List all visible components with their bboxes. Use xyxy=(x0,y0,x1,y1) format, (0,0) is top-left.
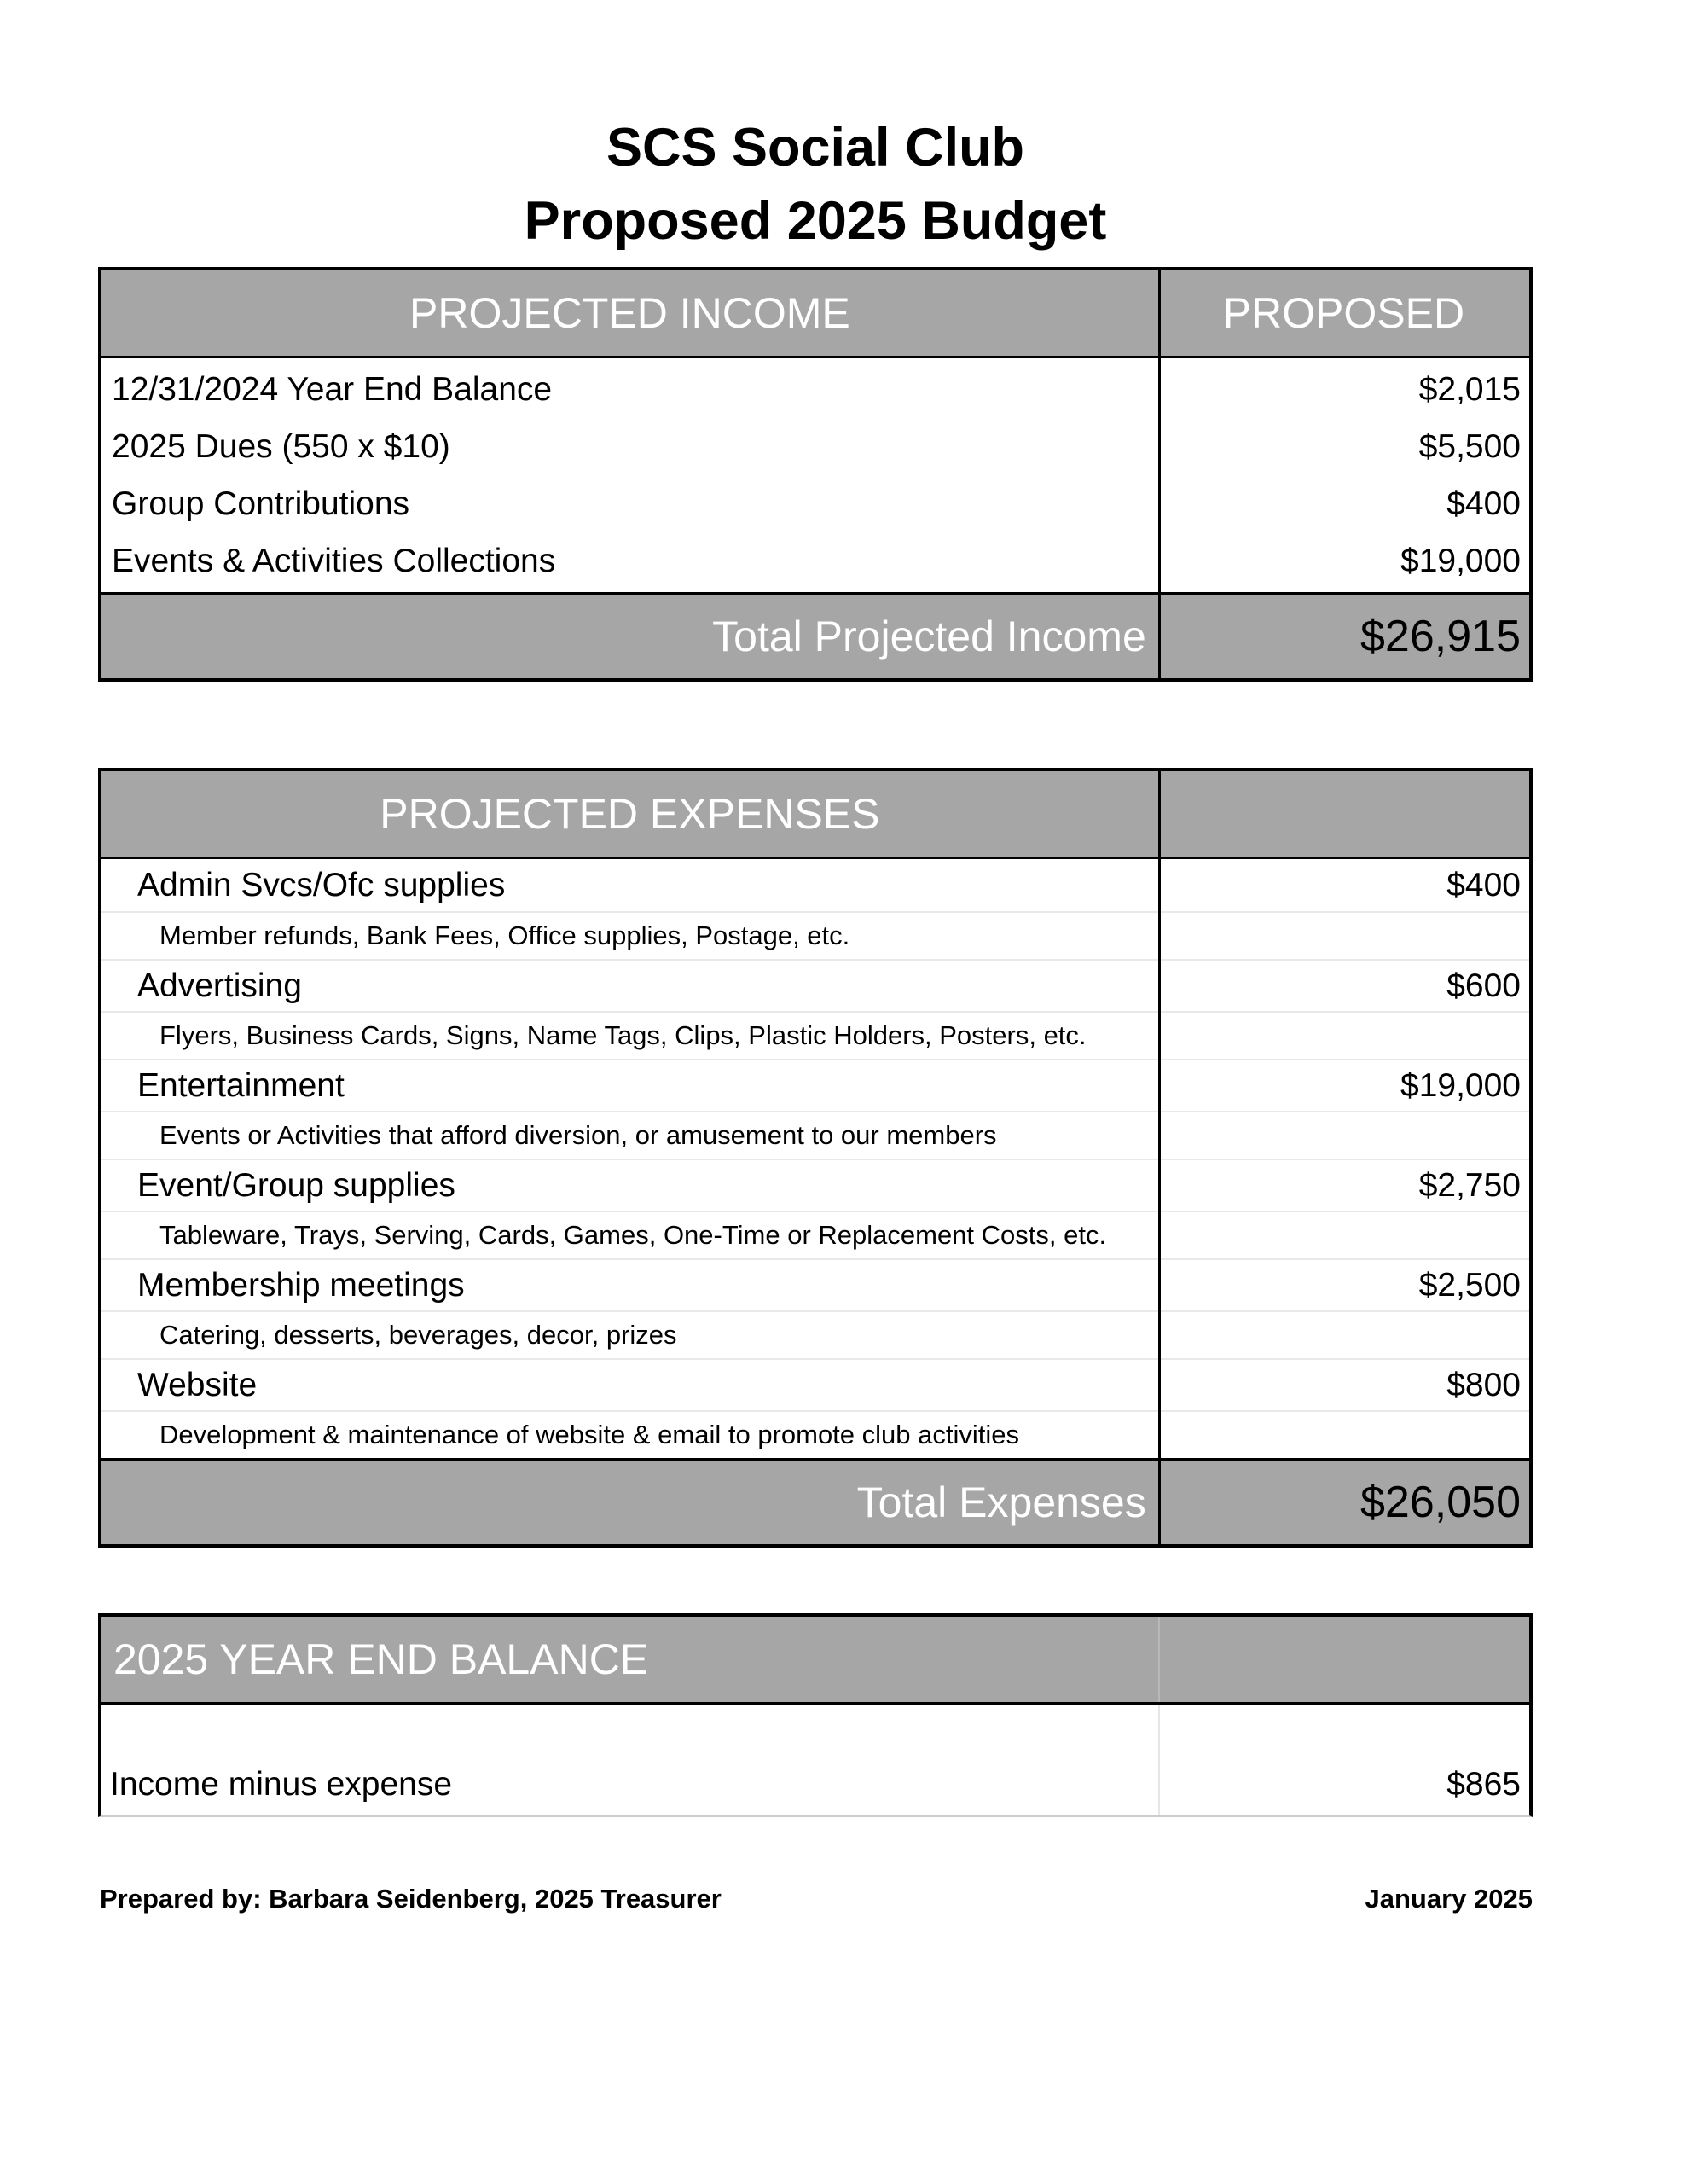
table-row xyxy=(101,1059,1529,1111)
row-amount-empty xyxy=(1158,1013,1529,1059)
row-description: Flyers, Business Cards, Signs, Name Tags, Clips, Plastic Holders, Posters, etc. xyxy=(159,1020,1087,1050)
row-description: Events or Activities that afford diversion, or amusement to our members xyxy=(159,1120,997,1150)
row-amount-empty xyxy=(1158,1112,1529,1159)
row-amount: $2,015 xyxy=(1418,370,1521,408)
balance-header-divider xyxy=(1158,1617,1160,1702)
expenses-header-empty xyxy=(1158,771,1529,857)
year-end-balance-table xyxy=(98,1613,1533,1817)
row-label: Income minus expense xyxy=(110,1766,453,1803)
row-description: Member refunds, Bank Fees, Office supplies, Postage, etc. xyxy=(159,921,850,950)
table-row xyxy=(101,1258,1529,1310)
page-title xyxy=(98,111,1533,258)
balance-table-header xyxy=(101,1617,1529,1705)
table-row xyxy=(101,361,1529,418)
row-label: Event/Group supplies xyxy=(137,1166,455,1204)
table-row xyxy=(101,1159,1529,1211)
income-total-row xyxy=(101,592,1529,678)
table-row xyxy=(101,475,1529,532)
balance-header-label: 2025 YEAR END BALANCE xyxy=(113,1635,649,1683)
expenses-total-amount: $26,050 xyxy=(1360,1478,1521,1527)
row-label: Events & Activities Collections xyxy=(112,542,556,579)
row-amount: $865 xyxy=(1446,1766,1521,1803)
table-row xyxy=(101,1358,1529,1410)
table-row xyxy=(101,859,1529,911)
income-header-label: PROJECTED INCOME xyxy=(409,289,850,337)
row-label: Group Contributions xyxy=(112,485,410,522)
row-amount: $19,000 xyxy=(1400,1066,1521,1104)
income-table-body xyxy=(101,358,1529,592)
row-label: 2025 Dues (550 x $10) xyxy=(112,427,450,465)
row-amount-empty xyxy=(1158,1312,1529,1358)
income-table-header xyxy=(101,270,1529,358)
table-row xyxy=(101,418,1529,475)
page-title-line2: Proposed 2025 Budget xyxy=(524,191,1107,251)
table-row-description xyxy=(101,1410,1529,1458)
row-amount-empty xyxy=(1158,1412,1529,1458)
row-amount: $2,500 xyxy=(1418,1266,1521,1304)
row-amount: $2,750 xyxy=(1418,1166,1521,1204)
table-row-description xyxy=(101,1211,1529,1258)
income-header-proposed: PROPOSED xyxy=(1222,289,1465,337)
row-amount-empty xyxy=(1158,913,1529,959)
balance-header-empty xyxy=(1158,1617,1529,1702)
row-description: Development & maintenance of website & email to promote club activities xyxy=(159,1420,1019,1449)
row-description: Catering, desserts, beverages, decor, prizes xyxy=(159,1320,677,1350)
row-label: Website xyxy=(137,1366,258,1403)
row-amount-empty xyxy=(1158,1212,1529,1258)
income-column-divider xyxy=(1158,270,1161,678)
table-row-description xyxy=(101,1011,1529,1059)
table-row-description xyxy=(101,1310,1529,1358)
document-footer xyxy=(100,1884,1533,1914)
table-row-description xyxy=(101,911,1529,959)
table-row xyxy=(101,959,1529,1011)
balance-body-divider xyxy=(1158,1705,1160,1815)
row-label: Entertainment xyxy=(137,1066,345,1104)
row-description: Tableware, Trays, Serving, Cards, Games, One-Time or Replacement Costs, etc. xyxy=(159,1220,1107,1250)
expenses-table-header xyxy=(101,771,1529,859)
footer-date: January 2025 xyxy=(1365,1884,1533,1914)
row-amount: $600 xyxy=(1446,967,1521,1004)
row-amount: $400 xyxy=(1446,866,1521,903)
income-total-label: Total Projected Income xyxy=(712,613,1146,660)
page-title-line1: SCS Social Club xyxy=(606,118,1025,177)
expenses-total-label: Total Expenses xyxy=(856,1478,1146,1526)
row-amount: $400 xyxy=(1446,485,1521,522)
projected-income-table xyxy=(98,267,1533,682)
row-amount: $19,000 xyxy=(1400,542,1521,579)
expenses-table-body xyxy=(101,859,1529,1458)
row-amount: $800 xyxy=(1446,1366,1521,1403)
row-label: 12/31/2024 Year End Balance xyxy=(112,370,553,408)
row-label: Membership meetings xyxy=(137,1266,465,1304)
row-amount: $5,500 xyxy=(1418,427,1521,465)
table-row xyxy=(101,532,1529,590)
table-row-description xyxy=(101,1111,1529,1159)
projected-expenses-table xyxy=(98,768,1533,1548)
expenses-header-label: PROJECTED EXPENSES xyxy=(380,790,880,838)
row-label: Admin Svcs/Ofc supplies xyxy=(137,866,506,903)
expenses-column-divider xyxy=(1158,771,1161,1544)
expenses-total-row xyxy=(101,1458,1529,1544)
balance-table-body xyxy=(101,1705,1529,1815)
row-label: Advertising xyxy=(137,967,302,1004)
income-total-amount: $26,915 xyxy=(1360,612,1521,661)
prepared-by-text: Prepared by: Barbara Seidenberg, 2025 Treasurer xyxy=(100,1884,722,1914)
